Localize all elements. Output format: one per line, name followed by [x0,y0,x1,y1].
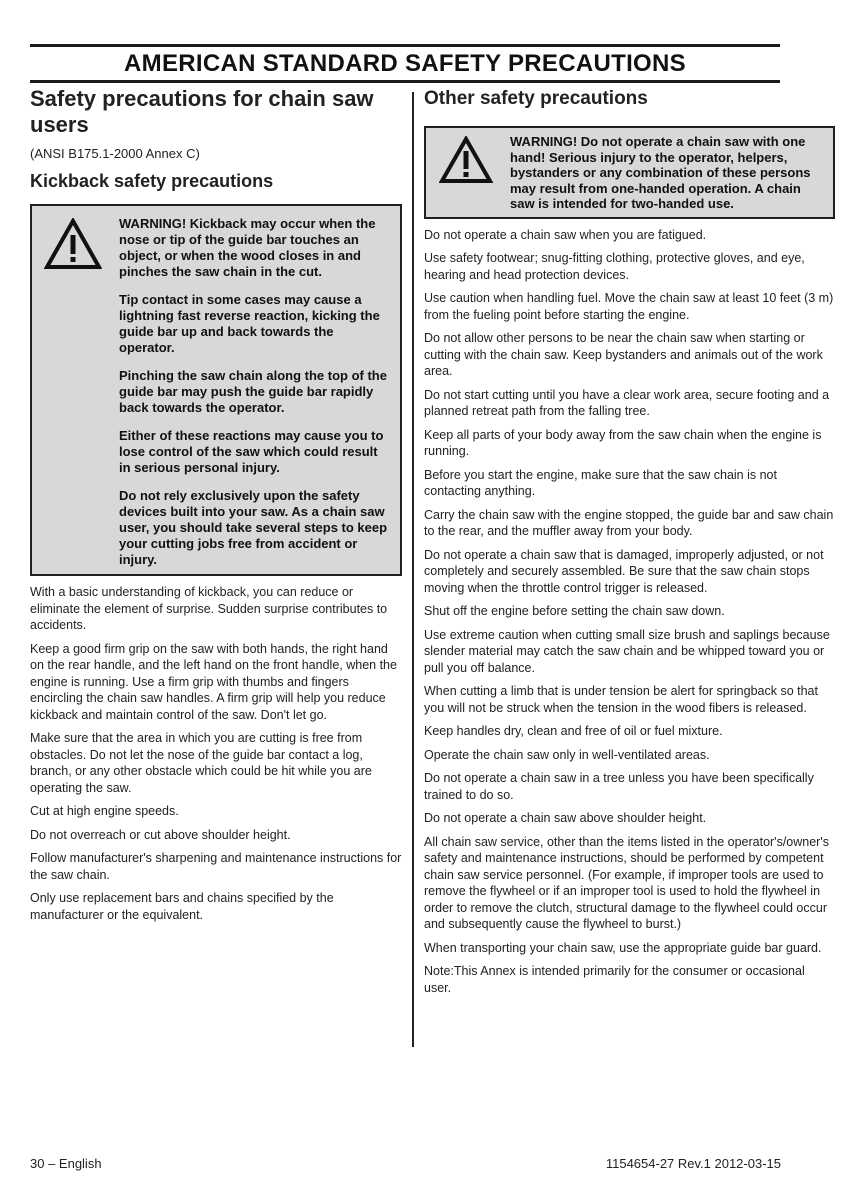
section-title-chain-saw-users: Safety precautions for chain saw users [30,86,374,137]
one-hand-warning-box [424,126,835,219]
body-paragraph: Do not overreach or cut above shoulder height. [30,827,291,842]
warning-triangle-icon [44,218,102,275]
body-paragraph: Do not operate a chain saw that is damaged, improperly adjusted, or not completely and securely assembled. Be sure that the saw chain stops moving when the throttle control trigger is released. [424,547,824,595]
warning-paragraph: Pinching the saw chain along the top of the guide bar may push the guide bar rapidly back towards the operator. [119,368,387,415]
body-paragraph: Do not operate a chain saw above shoulder height. [424,811,707,825]
page-header-title: AMERICAN STANDARD SAFETY PRECAUTIONS [124,50,686,77]
right-column [424,86,835,1003]
document-id: 1154654-27 Rev.1 2012-03-15 [605,1156,781,1171]
body-paragraph: Do not start cutting until you have a clear work area, secure footing and a planned retreat path from the falling tree. [424,387,830,418]
left-body-text [30,584,402,923]
ansi-reference: (ANSI B175.1-2000 Annex C) [30,146,200,161]
column-divider [412,92,414,1047]
body-paragraph: Use caution when handling fuel. Move the chain saw at least 10 feet (3 m) from the fueling point before starting the engine. [424,291,834,322]
header-rule-bottom [30,80,780,83]
body-paragraph: All chain saw service, other than the items listed in the operator's/owner's safety and maintenance instructions, should be performed by competent chain saw service personnel. (For example, if improper tools are used to remove the flywheel or if an improper tool is used to hold the flywheel in order to remove the clutch, structural damage to the flywheel could occur and subsequently cause the flywheel to burst.) [424,834,829,931]
subheading-kickback: Kickback safety precautions [30,171,274,191]
warning-text: WARNING! Do not operate a chain saw with one hand! Serious injury to the operator, helpers, bystanders or any combination of these persons may result from one-handed operation. A chain saw is intended for two-handed use. [510,134,811,211]
header-rule-top [30,44,780,47]
body-paragraph: Operate the chain saw only in well-ventilated areas. [424,747,710,762]
body-paragraph: Do not operate a chain saw in a tree unless you have been specifically trained to do so. [424,771,814,802]
body-paragraph: Keep a good firm grip on the saw with both hands, the right hand on the rear handle, and the left hand on the front handle, when the engine is running. Use a firm grip with thumbs and fingers encircling the chain saw handles. A firm grip will help you reduce kickback and maintain control of the saw. Don't let go. [30,641,397,722]
body-paragraph: Keep handles dry, clean and free of oil or fuel mixture. [424,724,723,738]
body-paragraph: Do not allow other persons to be near the chain saw when starting or cutting with the chain saw. Keep bystanders and animals out of the work area. [424,331,823,378]
warning-paragraph: Tip contact in some cases may cause a lightning fast reverse reaction, kicking the guide bar up and back towards the operator. [119,292,380,355]
body-paragraph: Make sure that the area in which you are cutting is free from obstacles. Do not let the nose of the guide bar contact a log, branch, or any other obstacle which could be hit while you are operating the saw. [30,731,372,795]
warning-paragraph: Do not rely exclusively upon the safety devices built into your saw. As a chain saw user, you should take several steps to keep your cutting jobs free from accident or injury. [119,488,388,567]
warning-paragraph: Either of these reactions may cause you to lose control of the saw which could result in serious personal injury. [119,428,384,475]
body-paragraph: Cut at high engine speeds. [30,804,179,818]
body-paragraph: Use extreme caution when cutting small size brush and saplings because slender material may catch the saw chain and be whipped toward you or pull you off balance. [424,627,830,675]
body-paragraph: With a basic understanding of kickback, you can reduce or eliminate the element of surprise. Sudden surprise contributes to accidents. [30,585,388,632]
body-paragraph: When cutting a limb that is under tension be alert for springback so that you will not be struck when the tension in the wood fibers is released. [424,684,818,715]
kickback-warning-box [30,204,402,576]
body-paragraph: Keep all parts of your body away from the saw chain when the engine is running. [424,427,822,458]
warning-triangle-icon [439,136,493,189]
body-paragraph: Only use replacement bars and chains specified by the manufacturer or the equivalent. [30,891,334,922]
left-column [30,86,402,930]
page-number: 30 – English [30,1156,102,1171]
body-paragraph: Follow manufacturer's sharpening and maintenance instructions for the saw chain. [30,851,402,882]
section-title-other-precautions: Other safety precautions [424,88,648,109]
body-paragraph: Before you start the engine, make sure that the saw chain is not contacting anything. [424,467,777,498]
right-body-text [424,227,835,997]
body-paragraph: Use safety footwear; snug-fitting clothing, protective gloves, and eye, hearing and head protection devices. [424,251,805,282]
body-paragraph: Do not operate a chain saw when you are fatigued. [424,227,707,242]
body-paragraph: Shut off the engine before setting the chain saw down. [424,604,725,618]
body-paragraph: Note:This Annex is intended primarily for the consumer or occasional user. [424,964,805,995]
body-paragraph: Carry the chain saw with the engine stopped, the guide bar and saw chain to the rear, and the muffler away from your body. [424,507,834,538]
body-paragraph: When transporting your chain saw, use the appropriate guide bar guard. [424,940,822,955]
warning-paragraph: WARNING! Kickback may occur when the nose or tip of the guide bar touches an object, or when the wood closes in and pinches the saw chain in the cut. [119,216,376,279]
